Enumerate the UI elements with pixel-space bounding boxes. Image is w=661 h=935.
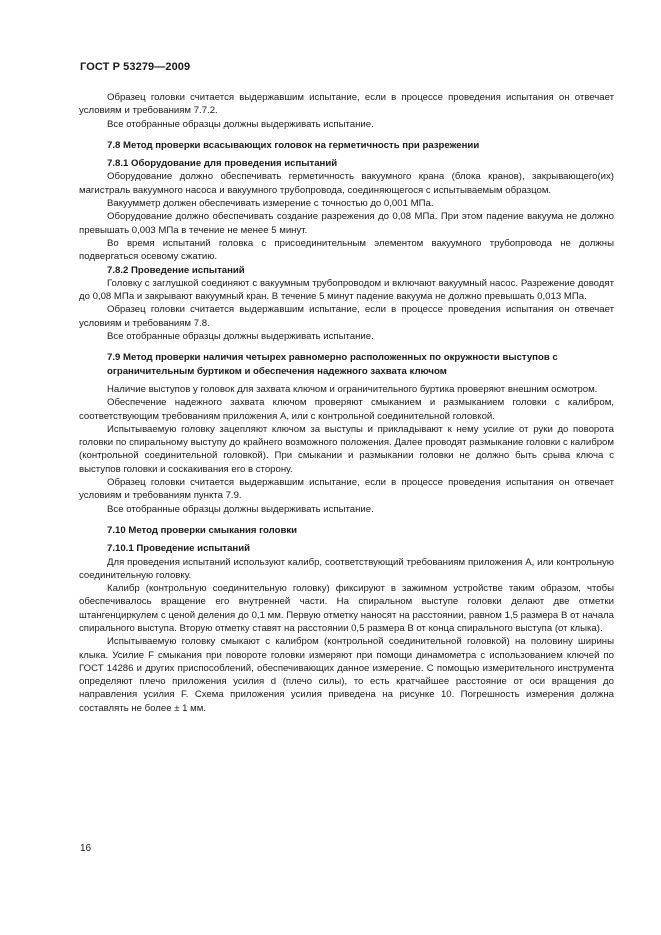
section-heading: 7.9 Метод проверки наличия четырех равномерно расположенных по окружности выступов с ограничительным буртиком и обеспечения надежного захвата ключом [107,352,558,377]
body-paragraph: Обеспечение надежного захвата ключом проверяют смыканием и размыканием головки с калибром, соответствующим требованиям приложения А, или с контрольной соединительной головкой. [79,397,614,422]
section-heading: 7.8 Метод проверки всасывающих головок на герметичность при разрежении [107,139,480,151]
document-body [79,91,614,715]
section-heading: 7.10 Метод проверки смыкания головки [107,524,298,536]
body-paragraph: Испытываемую головку смыкают с калибром (контрольной соединительной головкой) на половину ширины клыка. Усилие F смыкания при повороте головки измеряют при помощи динамометра с использованием ключей по ГОСТ 14286 и других приспособлений, обеспечивающих данное измерение. С помощью измерительного инструмента определяют плечо приложения усилия d (плечо силы), то есть кратчайшее расстояние от оси вращения до направления усилия F. Схема приложения усилия приведена на рисунке 10. Погрешность измерения должна составлять не более ± 1 мм. [79,636,614,714]
section-heading: 7.8.1 Оборудование для проведения испытаний [107,158,338,170]
body-paragraph: Калибр (контрольную соединительную головку) фиксируют в зажимном устройстве таким образом, чтобы обеспечивалось вращение его внутренней части. На спиральном выступе головки делают две отметки штангенциркулем с ценой деления до 0,1 мм. Первую отметку наносят на расстоянии, равном 1,5 размера B от начала спирального выступа. Вторую отметку ставят на расстоянии 0,5 размера B от конца спирального выступа (от клыка). [79,583,614,634]
document-header: ГОСТ Р 53279—2009 [80,61,191,73]
body-paragraph: Во время испытаний головка с присоединительным элементом вакуумного трубопровода не должны подвергаться осевому сжатию. [79,237,614,263]
body-paragraph: Для проведения испытаний используют калибр, соответствующий требованиям приложения А, или контрольную соединительную головку. [79,556,614,581]
page-number: 16 [80,843,92,854]
body-paragraph: Вакуумметр должен обеспечивать измерение с точностью до 0,001 МПа. [107,198,434,210]
body-paragraph: Все отобранные образцы должны выдерживать испытание. [107,503,374,515]
body-paragraph: Оборудование должно обеспечивать герметичность вакуумного крана (блока кранов), закрывающего(их) магистраль вакуумного насоса и вакуумного трубопровода, соединяющегося с испытываемым образцом. [79,171,614,196]
body-paragraph: Образец головки считается выдержавшим испытание, если в процессе проведения испытания он отвечает условиям и требованиям 7.7.2. [79,92,614,117]
body-paragraph: Все отобранные образцы должны выдерживать испытание. [107,331,374,343]
body-paragraph: Головку с заглушкой соединяют с вакуумным трубопроводом и включают вакуумный насос. Разрежение доводят до 0,08 МПа и закрывают вакуумный кран. В течение 5 минут падение вакуума не должно превышать 0,013 МПа. [79,277,614,303]
body-paragraph: Все отобранные образцы должны выдерживать испытание. [107,118,374,130]
body-paragraph: Наличие выступов у головок для захвата ключом и ограничительного буртика проверяют внешним осмотром. [107,383,598,395]
section-heading: 7.8.2 Проведение испытаний [107,264,245,276]
body-paragraph: Испытываемую головку зацепляют ключом за выступы и прикладывают к нему усилие от руки до поворота головки по спиральному выступу до крайнего возможного положения. Далее проводят размыкание головки с калибром (контрольной соединительной головкой). При смыкании и размыкании головки не должно быть срыва ключа с выступов головки и соскакивания его в сторону. [79,423,614,475]
section-heading: 7.10.1 Проведение испытаний [107,543,251,555]
body-paragraph: Образец головки считается выдержавшим испытание, если в процессе проведения испытания он отвечает условиям и требованиям пункта 7.9. [79,477,614,502]
body-paragraph: Оборудование должно обеспечивать создание разрежения до 0,08 МПа. При этом падение вакуума не должно превышать 0,003 МПа в течение не менее 5 минут. [79,211,614,236]
body-paragraph: Образец головки считается выдержавшим испытание, если в процессе проведения испытания он отвечает условиям и требованиям 7.8. [79,304,614,329]
